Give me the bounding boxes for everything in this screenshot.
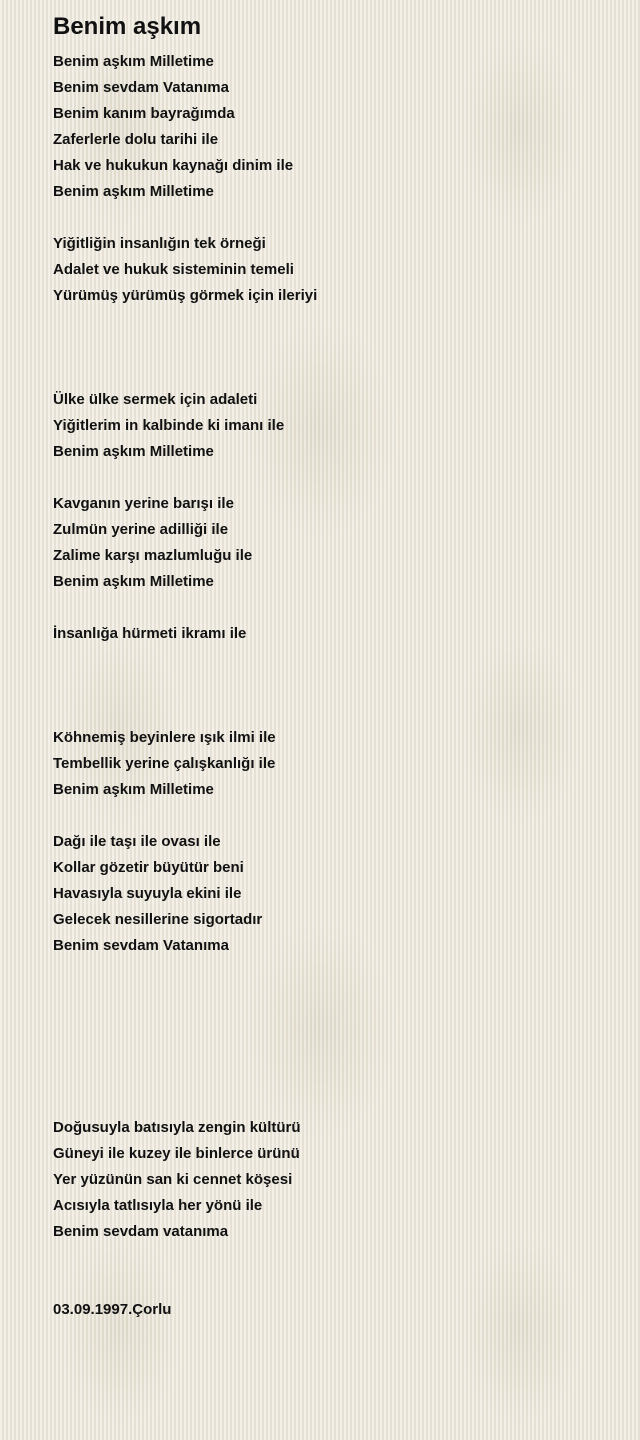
poem-line: Kollar gözetir büyütür beni (53, 859, 244, 876)
poem-line: Yürümüş yürümüş görmek için ileriyi (53, 287, 318, 304)
stanza-5 (53, 621, 613, 647)
poem-line: Köhnemiş beyinlere ışık ilmi ile (53, 729, 276, 746)
poem-line: Zulmün yerine adilliği ile (53, 521, 229, 538)
poem-line: Benim sevdam vatanıma (53, 1223, 229, 1240)
signature-date: 03.09.1997.Çorlu (53, 1301, 172, 1318)
poem-line: Benim aşkım Milletime (53, 183, 214, 200)
stanza-break (53, 1245, 613, 1297)
poem-line: Hak ve hukukun kaynağı dinim ile (53, 157, 294, 174)
stanza-break (53, 803, 613, 829)
poem-line: Ülke ülke sermek için adaleti (53, 391, 258, 408)
poem-line: Tembellik yerine çalışkanlığı ile (53, 755, 276, 772)
poem-line: Yer yüzünün san ki cennet köşesi (53, 1171, 293, 1188)
poem-line: Kavganın yerine barışı ile (53, 495, 234, 512)
poem-line: Güneyi ile kuzey ile binlerce ürünü (53, 1145, 300, 1162)
poem-line: Dağı ile taşı ile ovası ile (53, 833, 221, 850)
poem-line: Gelecek nesillerine sigortadır (53, 911, 263, 928)
stanza-break (53, 647, 613, 725)
stanza-1 (53, 49, 613, 205)
stanza-break (53, 205, 613, 231)
poem-line: Benim sevdam Vatanıma (53, 937, 229, 954)
stanza-7 (53, 829, 613, 959)
poem-line: Acısıyla tatlısıyla her yönü ile (53, 1197, 263, 1214)
poem-line: Benim kanım bayrağımda (53, 105, 235, 122)
stanza-4 (53, 491, 613, 595)
poem-line: Yiğitliğin insanlığın tek örneği (53, 235, 266, 252)
stanza-break (53, 465, 613, 491)
stanza-break (53, 959, 613, 1115)
poem-title: Benim aşkım (53, 13, 202, 40)
poem-line: Benim aşkım Milletime (53, 781, 214, 798)
poem-line: İnsanlığa hürmeti ikramı ile (53, 625, 247, 642)
poem-line: Yiğitlerim in kalbinde ki imanı ile (53, 417, 285, 434)
poem-line: Zalime karşı mazlumluğu ile (53, 547, 253, 564)
poem-line: Benim aşkım Milletime (53, 443, 214, 460)
poem-line: Benim sevdam Vatanıma (53, 79, 229, 96)
poem (53, 10, 613, 1323)
poem-line: Benim aşkım Milletime (53, 53, 214, 70)
stanza-break (53, 309, 613, 387)
stanza-3 (53, 387, 613, 465)
stanza-break (53, 595, 613, 621)
poem-line: Doğusuyla batısıyla zengin kültürü (53, 1119, 301, 1136)
poem-line: Adalet ve hukuk sisteminin temeli (53, 261, 294, 278)
stanza-8 (53, 1115, 613, 1245)
poem-line: Zaferlerle dolu tarihi ile (53, 131, 219, 148)
stanza-2 (53, 231, 613, 309)
poem-line: Havasıyla suyuyla ekini ile (53, 885, 242, 902)
stanza-6 (53, 725, 613, 803)
poem-line: Benim aşkım Milletime (53, 573, 214, 590)
